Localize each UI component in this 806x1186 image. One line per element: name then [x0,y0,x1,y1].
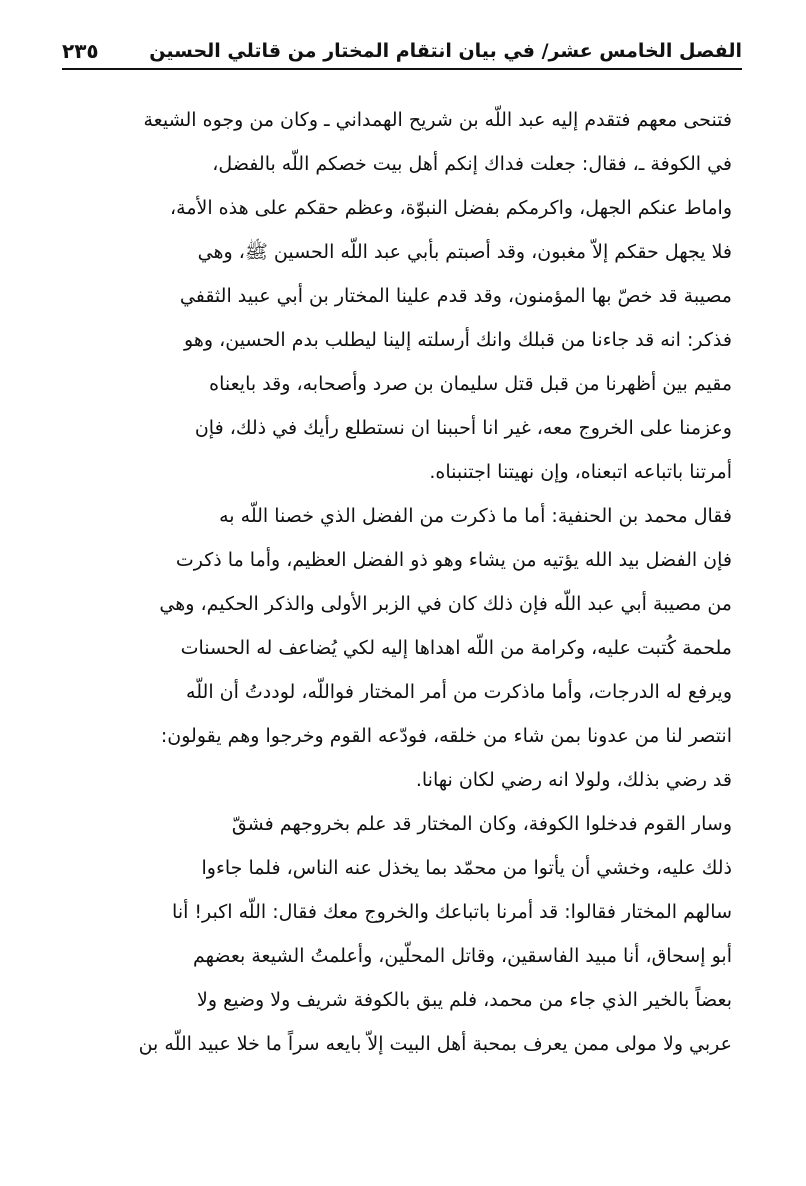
text-line: واماط عنكم الجهل، واكرمكم بفضل النبوّة، وعظم حقكم على هذه الأمة، [170,197,732,219]
text-line: بعضاً بالخير الذي جاء من محمد، فلم يبق بالكوفة شريف ولا وضيع ولا [197,989,732,1011]
text-line: أمرتنا باتباعه اتبعناه، وإن نهيتنا اجتنبناه. [429,461,732,483]
paragraph [72,494,732,802]
text-line: أبو إسحاق، أنا مبيد الفاسقين، وقاتل المحلّين، وأعلمتُ الشيعة بعضهم [193,945,732,967]
text-line: في الكوفة ـ، فقال: جعلت فداك إنكم أهل بيت خصكم اللّه بالفضل، [212,153,732,175]
text-line: ملحمة كُتبت عليه، وكرامة من اللّه اهداها إليه لكي يُضاعف له الحسنات [180,637,732,659]
text-line: من مصيبة أبي عبد اللّه فإن ذلك كان في الزبر الأولى والذكر الحكيم، وهي [159,593,732,615]
text-line: عربي ولا مولى ممن يعرف بمحبة أهل البيت إلاّ بايعه سراً ما خلا عبيد اللّه بن [138,1033,732,1055]
text-line: ذلك عليه، وخشي أن يأتوا من محمّد بما يخذل عنه الناس، فلما جاءوا [201,857,732,879]
paragraph [72,98,732,494]
text-line: قد رضي بذلك، ولولا انه رضي لكان نهانا. [415,769,732,791]
text-line: وسار القوم فدخلوا الكوفة، وكان المختار قد علم بخروجهم فشقّ [231,813,732,835]
text-line: انتصر لنا من عدونا بمن شاء من خلقه، فودّعه القوم وخرجوا وهم يقولون: [160,725,732,747]
text-line: مقيم بين أظهرنا من قبل قتل سليمان بن صرد وأصحابه، وقد بايعناه [209,373,732,395]
header-title: الفصل الخامس عشر/ في بيان انتقام المختار من قاتلي الحسين [149,40,742,62]
body-text [72,98,732,1066]
text-line: فإن الفضل بيد الله يؤتيه من يشاء وهو ذو الفضل العظيم، وأما ما ذكرت [175,549,732,571]
text-line: فقال محمد بن الحنفية: أما ما ذكرت من الفضل الذي خصنا اللّه به [219,505,732,527]
text-line: فذكر: انه قد جاءنا من قبلك وانك أرسلته إلينا ليطلب بدم الحسين، وهو [184,329,732,351]
text-line: فتنحى معهم فتقدم إليه عبد اللّه بن شريح الهمداني ـ وكان من وجوه الشيعة [143,109,732,131]
text-line: وعزمنا على الخروج معه، غير انا أحببنا ان نستطلع رأيك في ذلك، فإن [194,417,732,439]
running-header [62,34,742,70]
text-line: ويرفع له الدرجات، وأما ماذكرت من أمر المختار فواللّه، لوددتُ أن اللّه [186,681,732,703]
text-line: مصيبة قد خصّ بها المؤمنون، وقد قدم علينا المختار بن أبي عبيد الثقفي [179,285,732,307]
text-line: فلا يجهل حقكم إلاّ مغبون، وقد أصبتم بأبي عبد اللّه الحسين ﷺ، وهي [197,241,732,263]
text-line: سالهم المختار فقالوا: قد أمرنا باتباعك والخروج معك فقال: اللّه اكبر! أنا [172,901,732,923]
paragraph [72,802,732,1066]
page-number: ٢٣٥ [62,39,99,63]
